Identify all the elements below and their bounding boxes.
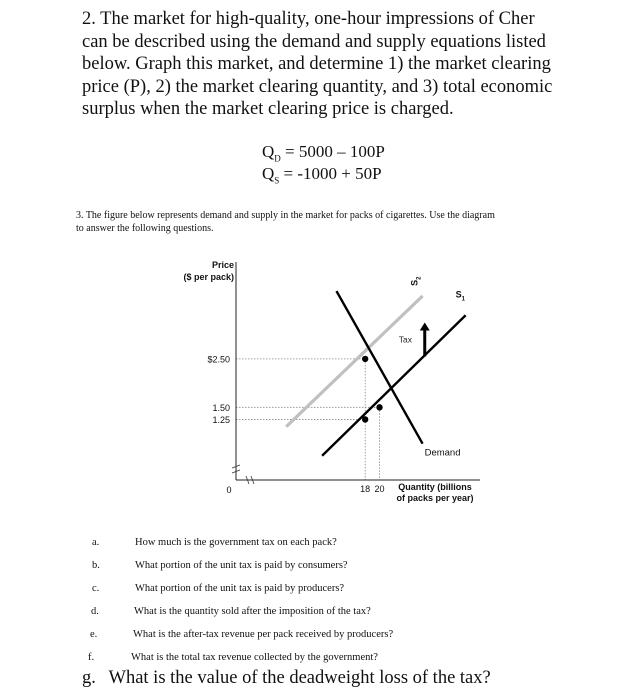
chart-series xyxy=(286,291,465,456)
label-s1-main: S xyxy=(455,289,462,300)
subquestion-text: What is the after-tax revenue per pack received by producers? xyxy=(133,629,394,640)
origin-label: 0 xyxy=(226,485,232,495)
chart-labels xyxy=(183,260,473,503)
label-s1-sub: 1 xyxy=(461,296,466,303)
question-g-letter: g. xyxy=(82,668,96,688)
label-tax: Tax xyxy=(398,334,412,345)
supply-eq-rhs: = -1000 + 50P xyxy=(279,164,382,183)
question-2-line: price (P), 2) the market clearing quantity, and 3) total economic xyxy=(82,76,553,97)
subquestion-letter: a. xyxy=(92,537,100,548)
question-g-text: What is the value of the deadweight loss of the tax? xyxy=(108,668,491,688)
label-s2-main: S xyxy=(409,279,420,286)
question-2-line: 2. The market for high-quality, one-hour impressions of Cher xyxy=(82,9,535,29)
question-g xyxy=(82,668,491,689)
x-tick-label: 20 xyxy=(374,484,385,494)
subquestion-letter: e. xyxy=(90,629,98,640)
y-tick-label: 1.25 xyxy=(212,414,230,425)
point-pre-tax xyxy=(376,404,382,410)
subquestion-text: How much is the government tax on each pack? xyxy=(135,537,337,548)
question-2-line: below. Graph this market, and determine 1) the market clearing xyxy=(82,54,551,74)
demand-eq-sub: D xyxy=(274,153,281,164)
supply-eq-q: Q xyxy=(262,164,275,183)
subquestion-letter: c. xyxy=(92,583,100,594)
label-s2 xyxy=(410,276,423,286)
point-post-tax xyxy=(362,356,368,362)
tax-arrow-head xyxy=(420,323,430,331)
label-s2-sub: 2 xyxy=(416,276,423,280)
x-axis-title-line: Quantity (billions xyxy=(398,482,472,492)
subquestion-text: What is the total tax revenue collected by the government? xyxy=(131,652,378,663)
y-tick-label: 1.50 xyxy=(212,402,230,413)
label-demand: Demand xyxy=(424,447,461,459)
y-tick-label: $2.50 xyxy=(207,354,230,365)
x-tick-label: 18 xyxy=(360,484,371,494)
demand-eq-q: Q xyxy=(262,142,275,161)
y-axis-title-line: ($ per pack) xyxy=(183,272,234,282)
x-axis-title-line: of packs per year) xyxy=(396,493,474,503)
subquestion-text: What is the quantity sold after the imposition of the tax? xyxy=(134,606,371,617)
point-producer-price xyxy=(362,416,368,422)
y-axis-title-line: Price xyxy=(211,260,234,270)
question-2-line: surplus when the market clearing price is charged. xyxy=(82,99,454,119)
question-3-line: 3. The figure below represents demand and supply in the market for packs of cigarettes. Use the diagram xyxy=(76,210,495,221)
supply-eq-sub: S xyxy=(274,175,280,186)
series-line-s1 xyxy=(322,315,466,455)
demand-eq-rhs: = 5000 – 100P xyxy=(280,142,385,161)
subquestion-letter: d. xyxy=(91,606,99,617)
question-2-line: can be described using the demand and supply equations listed xyxy=(82,31,546,52)
label-s1 xyxy=(456,289,466,302)
subquestion-text: What portion of the unit tax is paid by producers? xyxy=(135,583,345,594)
subquestion-letter: b. xyxy=(92,560,100,571)
subquestion-text: What portion of the unit tax is paid by consumers? xyxy=(135,560,348,571)
subquestion-letter: f. xyxy=(88,652,95,663)
question-3-line: to answer the following questions. xyxy=(76,223,214,234)
